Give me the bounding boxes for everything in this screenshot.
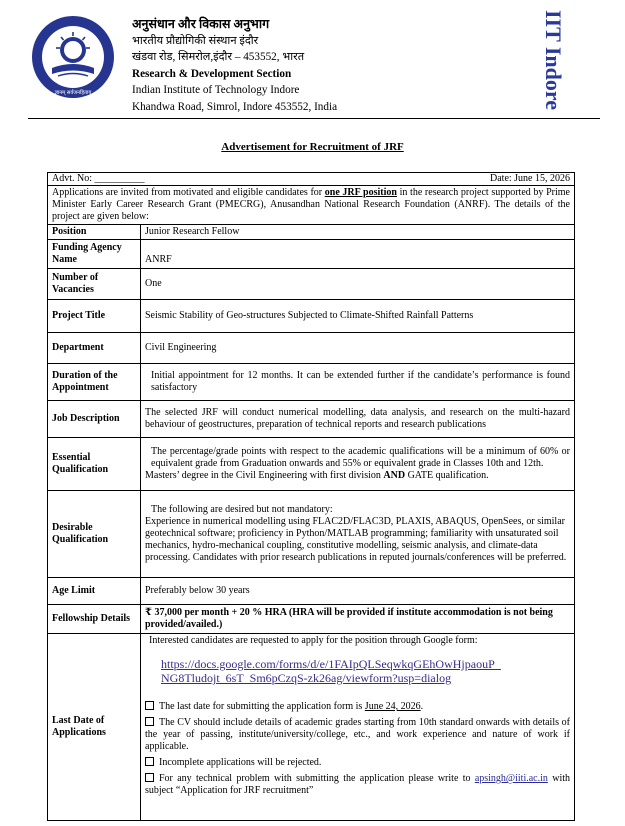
institute-address xyxy=(132,16,337,116)
essential-degree-text: Masters’ degree in the Civil Engineering with first division AND GATE qualification. xyxy=(145,470,489,481)
google-form-link-continued[interactable]: NG8Tludojt_6sT_Sm6pCzqS-zk26ag/viewform?usp=dialog xyxy=(161,671,452,685)
row-value: Junior Research Fellow xyxy=(141,225,575,240)
table-row xyxy=(48,269,575,300)
row-label: Project Title xyxy=(48,300,141,333)
letterhead xyxy=(0,0,625,118)
row-label: Desirable Qualification xyxy=(48,491,141,578)
row-label: Last Date of Applications xyxy=(48,634,141,821)
section-name: Research & Development Section xyxy=(132,67,292,80)
list-item: The CV should include details of academic grades starting from 10th standard onwards with details of the year of passing, institute/university/college, etc., and work experience and nature of work if applicable. xyxy=(145,717,570,752)
checkbox-bullet-icon xyxy=(145,701,154,710)
intro-text: Applications are invited from motivated and eligible candidates for one JRF position in the research project supported by Prime Minister Early Career Research Grant (PMECRG), Anusandhan National Research Foundation (ANRF). The details of the project are given below: xyxy=(48,186,575,225)
checkbox-bullet-icon xyxy=(145,757,154,766)
row-value: The selected JRF will conduct numerical modelling, data analysis, and research on the multi-hazard behaviour of geostructures, preparation of technical reports and research publications xyxy=(141,401,575,438)
row-label: Essential Qualification xyxy=(48,438,141,491)
last-date-value: June 24, 2026 xyxy=(364,701,421,712)
row-label: Funding Agency Name xyxy=(48,240,141,269)
table-row xyxy=(48,401,575,438)
hindi-section-name: अनुसंधान और विकास अनुभाग xyxy=(132,17,270,31)
row-label: Job Description xyxy=(48,401,141,438)
row-value: ANRF xyxy=(141,240,575,269)
row-value: One xyxy=(141,269,575,300)
checkbox-bullet-icon xyxy=(145,773,154,782)
list-item: The last date for submitting the application form is June 24, 2026. xyxy=(145,701,570,713)
table-row xyxy=(48,333,575,364)
list-item: Incomplete applications will be rejected. xyxy=(145,757,570,769)
row-label: Age Limit xyxy=(48,578,141,605)
contact-email-link[interactable]: apsingh@iiti.ac.in xyxy=(474,773,548,784)
essential-qualification-text: The percentage/grade points with respect to the academic qualifications will be a minimum of 60% or equivalent grade from Graduation onwards and 55% or equivalent grade in Classes 10th and 12th. xyxy=(151,446,570,469)
row-label: Position xyxy=(48,225,141,240)
table-row xyxy=(48,240,575,269)
desirable-intro: The following are desired but not mandatory: xyxy=(151,504,333,515)
row-value: Seismic Stability of Geo-structures Subjected to Climate-Shifted Rainfall Patterns xyxy=(141,300,575,333)
row-value xyxy=(141,438,575,491)
table-row xyxy=(48,605,575,634)
table-row xyxy=(48,491,575,578)
header-divider xyxy=(28,118,600,119)
checkbox-bullet-icon xyxy=(145,717,154,726)
table-row xyxy=(48,578,575,605)
intro-row xyxy=(48,186,575,225)
recruitment-table xyxy=(47,172,575,821)
row-value: Civil Engineering xyxy=(141,333,575,364)
row-value xyxy=(141,491,575,578)
row-value: ₹ 37,000 per month + 20 % HRA (HRA will be provided if institute accommodation is not being provided/availed.) xyxy=(141,605,575,634)
advt-number: Advt. No: __________ xyxy=(52,173,145,184)
list-item: For any technical problem with submitting the application please write to apsingh@iiti.ac.in with subject “Application for JRF recruitment” xyxy=(145,773,571,796)
advt-row xyxy=(48,173,575,186)
institute-name: Indian Institute of Technology Indore xyxy=(132,84,300,97)
hindi-institute-name: भारतीय प्रौद्योगिकी संस्थान इंदौर xyxy=(132,34,259,47)
advt-date: Date: June 15, 2026 xyxy=(490,173,570,184)
table-row xyxy=(48,438,575,491)
google-form-link[interactable]: https://docs.google.com/forms/d/e/1FAIpQLSeqwkqGEhOwHjpaouP_ xyxy=(161,657,501,671)
iit-indore-logo xyxy=(30,14,116,100)
institute-address-line: Khandwa Road, Simrol, Indore 453552, India xyxy=(132,100,338,113)
row-label: Fellowship Details xyxy=(48,605,141,634)
row-value: Initial appointment for 12 months. It can be extended further if the candidate’s performance is found satisfactory xyxy=(141,364,575,401)
row-value xyxy=(141,634,575,821)
hindi-address: खंडवा रोड, सिमरोल,इंदौर – 453552, भारत xyxy=(132,51,305,64)
logo-motto: ज्ञानम् सर्वजनहिताय xyxy=(54,90,92,96)
row-label: Number of Vacancies xyxy=(48,269,141,300)
advertisement-title: Advertisement for Recruitment of JRF xyxy=(221,141,404,153)
table-row xyxy=(48,300,575,333)
table-row xyxy=(48,225,575,240)
row-label: Duration of the Appointment xyxy=(48,364,141,401)
vertical-institute-title: IIT Indore xyxy=(541,9,566,111)
row-label: Department xyxy=(48,333,141,364)
apply-instructions: Interested candidates are requested to apply for the position through Google form: xyxy=(149,635,478,646)
desirable-details: Experience in numerical modelling using FLAC2D/FLAC3D, PLAXIS, ABAQUS, OpenSees, or similar geotechnical software; proficiency in Python/MATLAB programming; familiarity with unsaturated soil mechanics, hydro-mechanical coupling, constitutive modelling, seismic analysis, and climate-data processing. Candidates with prior research publications in reputed journals/conferences will be preferred. xyxy=(145,516,567,563)
table-row xyxy=(48,634,575,821)
table-row xyxy=(48,364,575,401)
row-value: Preferably below 30 years xyxy=(141,578,575,605)
